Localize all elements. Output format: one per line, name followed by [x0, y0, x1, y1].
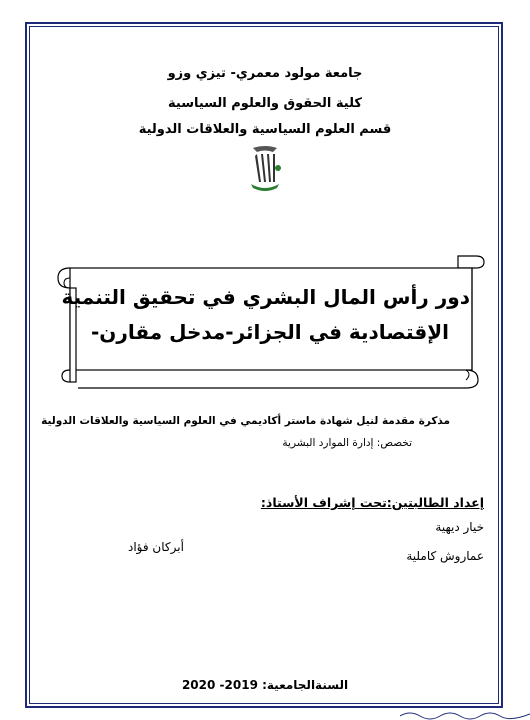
supervisor-name: أبركان فؤاد — [128, 540, 184, 554]
university-logo-icon — [245, 142, 285, 194]
corner-decoration-icon — [400, 706, 530, 720]
student-name: خيار ديهية — [435, 520, 484, 534]
faculty-name: كلية الحقوق والعلوم السياسية — [168, 96, 362, 111]
academic-year: السنةالجامعية: 2019- 2020 — [181, 678, 349, 692]
prepared-by-label: إعداد الطالبتين:تحت إشراف الأستاذ: — [260, 495, 484, 510]
student-name: عماروش كاملية — [406, 549, 484, 563]
specialization: تخصص: إدارة الموارد البشرية — [282, 437, 412, 449]
thesis-title-line-2: الإقتصادية في الجزائر-مدخل مقارن- — [90, 320, 450, 344]
university-name: جامعة مولود معمري- تيزي وزو — [167, 66, 363, 81]
memo-description: مذكرة مقدمة لنيل شهادة ماستر أكاديمي في العلوم السياسية والعلاقات الدولية — [41, 415, 450, 427]
thesis-title-line-1: دور رأس المال البشري في تحقيق التنمية — [61, 285, 470, 309]
department-name: قسم العلوم السياسية والعلاقات الدولية — [138, 122, 392, 137]
